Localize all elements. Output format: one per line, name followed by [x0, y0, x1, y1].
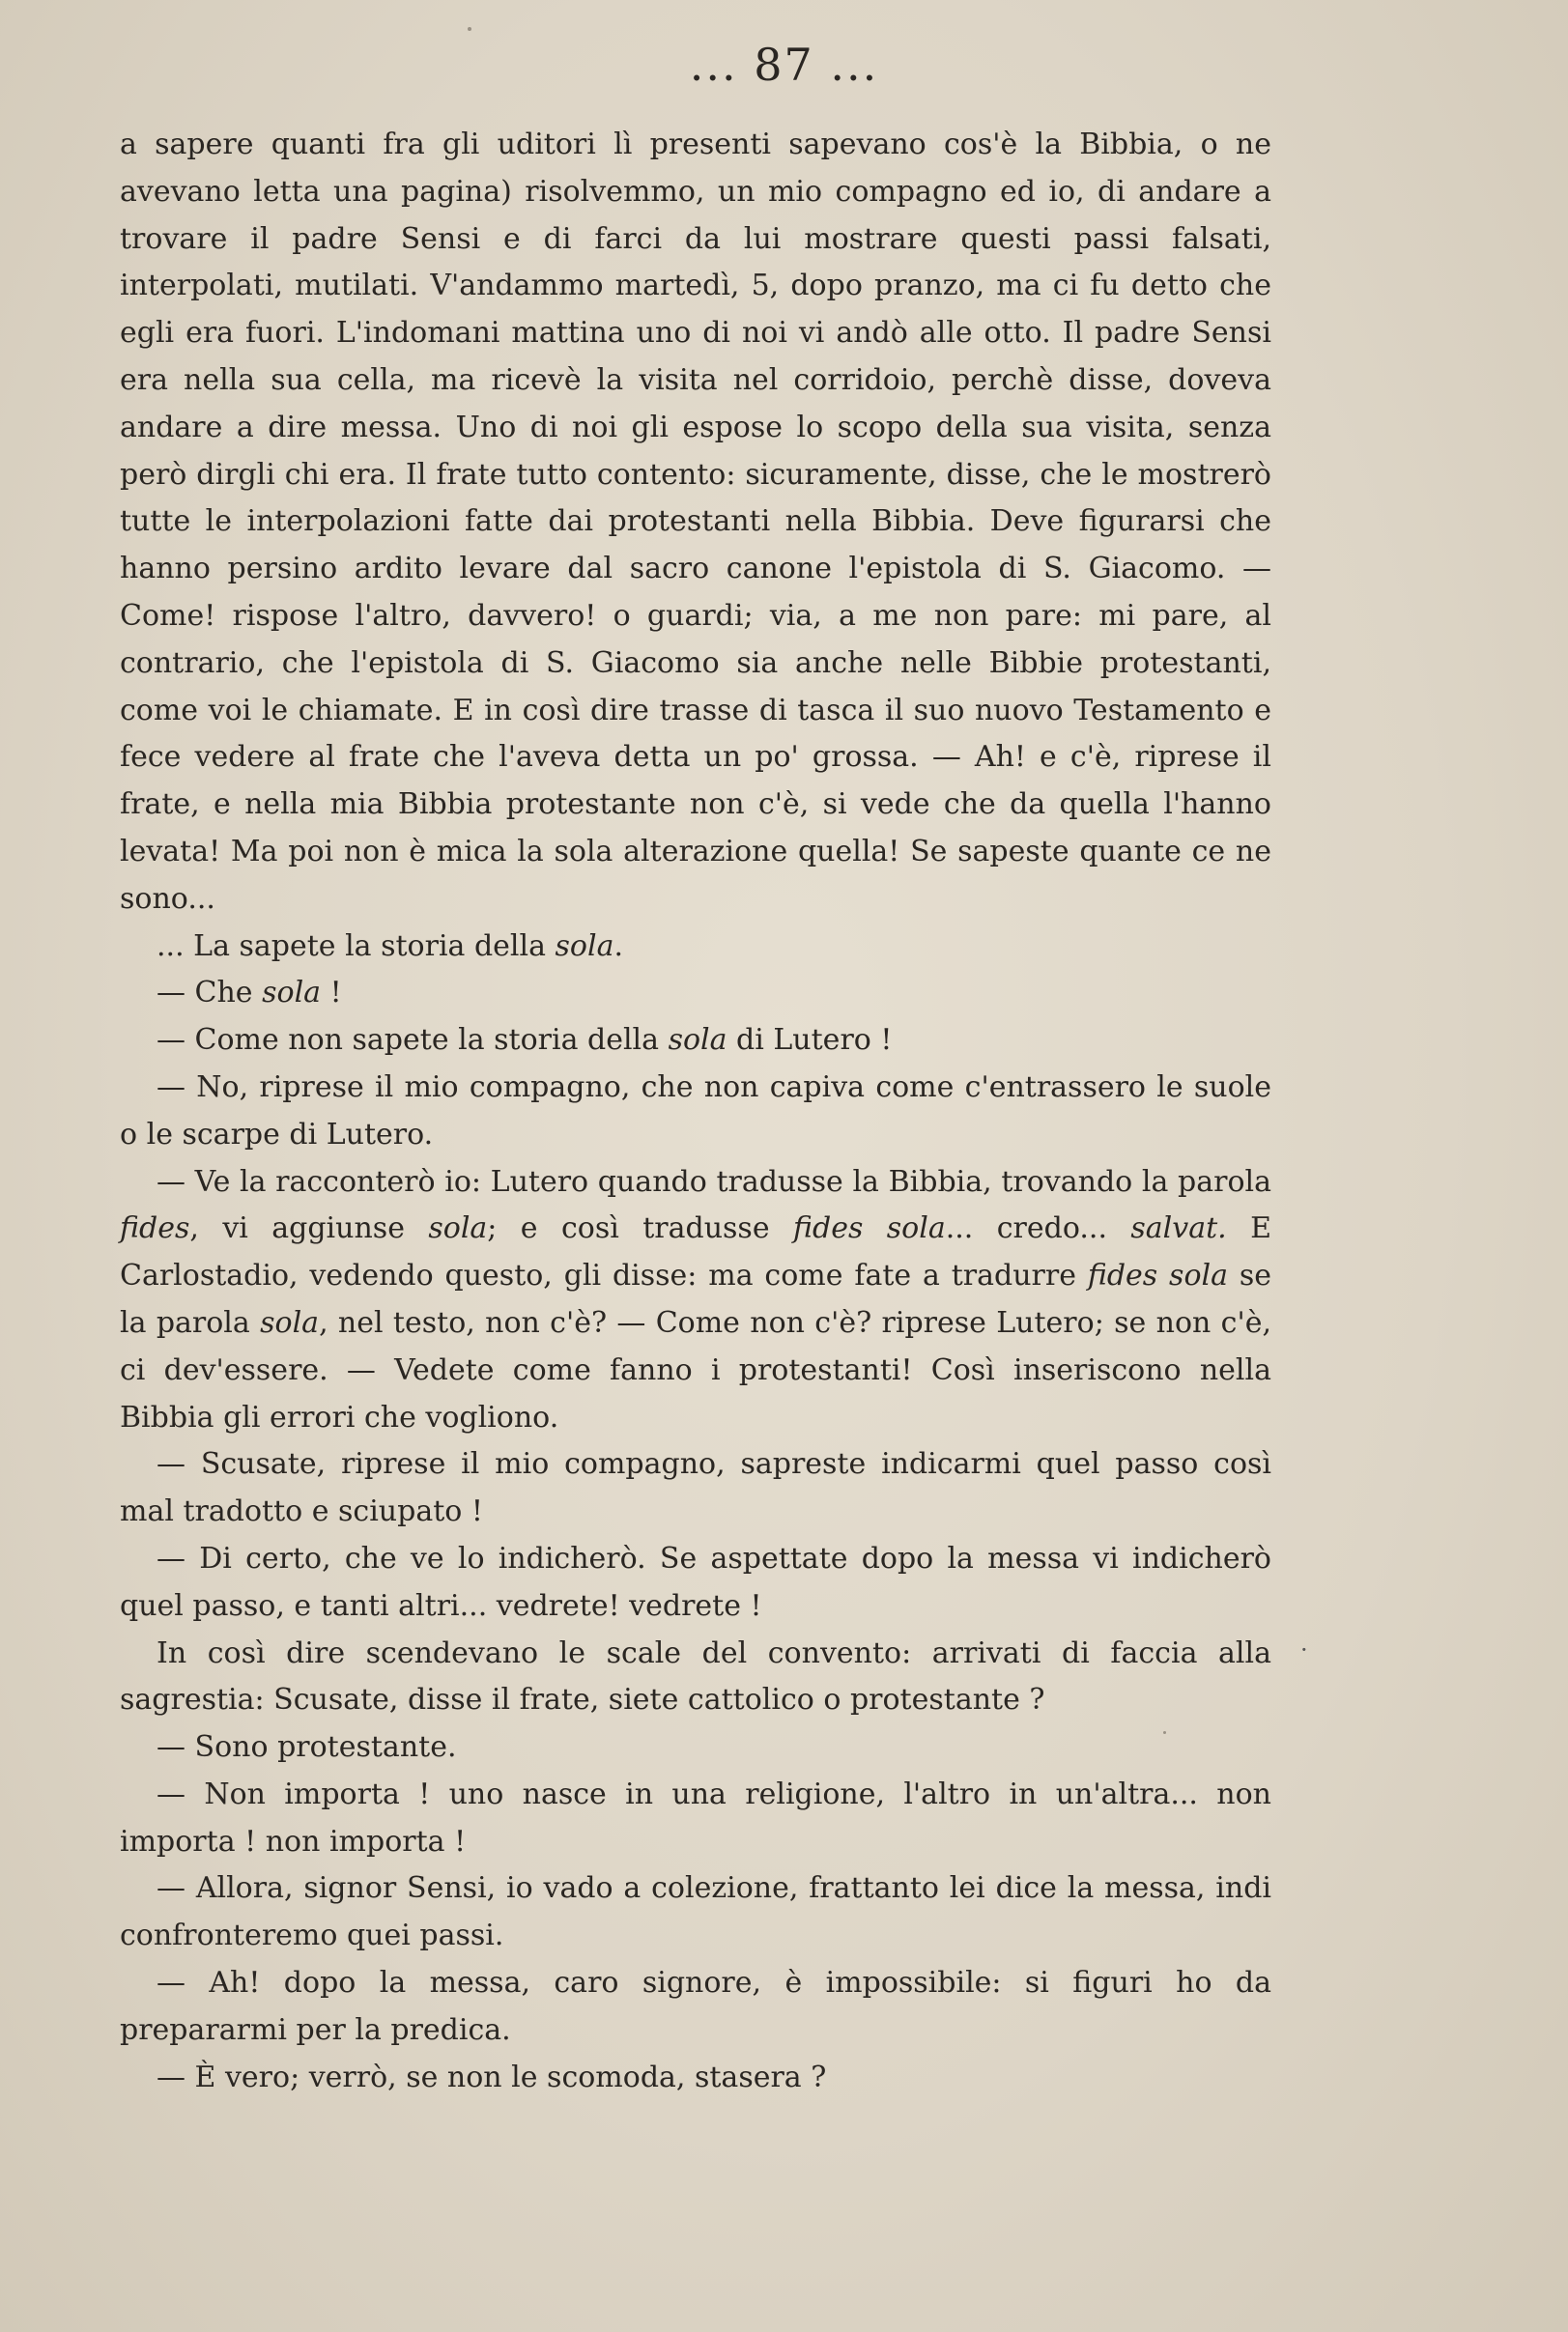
text-run: — No, riprese il mio compagno, che non capiva come c'entrassero le suole o le scarpe di Lutero. [120, 1069, 1271, 1152]
paragraph-p12 [120, 1865, 1271, 1960]
paragraph-p1 [120, 122, 1271, 924]
italic-text: fides [120, 1211, 190, 1246]
italic-text: sola [555, 928, 614, 963]
text-run: ! [321, 976, 342, 1010]
paragraph-p14 [120, 2055, 1271, 2102]
italic-text: sola [260, 1305, 320, 1340]
text-run: ; e così tradusse [487, 1211, 793, 1246]
text-run: — Come non sapete la storia della [157, 1023, 669, 1058]
text-run: , nel testo, non c'è? — Come non c'è? riprese Lutero; se non c'è, ci dev'essere. — Vedete come fanno i protestanti! Così inseriscono nella Bibbia gli errori che vogliono. [120, 1305, 1271, 1435]
paper-speck [1163, 1731, 1166, 1734]
paragraph-p11 [120, 1772, 1271, 1866]
text-run: — Scusate, riprese il mio compagno, sapreste indicarmi quel passo così mal tradotto e sciupato ! [120, 1447, 1271, 1529]
text-run: — È vero; verrò, se non le scomoda, stasera ? [157, 2060, 827, 2094]
italic-text: salvat. [1130, 1211, 1227, 1246]
text-run: se la parola [120, 1259, 1271, 1340]
page-body-text [120, 122, 1271, 2101]
text-run: — Ve la racconterò io: Lutero quando tradusse la Bibbia, trovando la parola [157, 1164, 1271, 1199]
paragraph-p5 [120, 1065, 1271, 1159]
paragraph-p3 [120, 970, 1271, 1017]
page-number: ... 87 ... [689, 39, 879, 91]
italic-text: sola [668, 1023, 727, 1058]
text-run: — Sono protestante. [157, 1730, 457, 1765]
paper-speck [468, 27, 471, 31]
text-run: — Che [157, 976, 263, 1010]
italic-text: fides sola [1087, 1259, 1228, 1294]
text-run: . [613, 928, 624, 963]
text-run: a sapere quanti fra gli uditori lì presenti sapevano cos'è la Bibbia, o ne avevano letta una pagina) risolvemmo, un mio compagno ed io, di andare a trovare il padre Sensi e di farci da lui mostrare questi passi falsati, interpolati, mutilati. V'andammo martedì, 5, dopo pranzo, ma ci fu detto che egli era fuori. L'indomani mattina uno di noi vi andò alle otto. Il padre Sensi era nella sua cella, ma ricevè la visita nel corridoio, perchè disse, doveva andare a dire messa. Uno di noi gli espose lo scopo della sua visita, senza però dirgli chi era. Il frate tutto contento: sicuramente, disse, che le mostrerò tutte le interpolazioni fatte dai protestanti nella Bibbia. Deve figurarsi che hanno persino ardito levare dal sacro canone l'epistola di S. Giacomo. — Come! rispose l'altro, davvero! o guardi; via, a me non pare: mi pare, al contrario, che l'epistola di S. Giacomo sia anche nelle Bibbie protestanti, come voi le chiamate. E in così dire trasse di tasca il suo nuovo Testamento e fece vedere al frate che l'aveva detta un po' grossa. — Ah! e c'è, riprese il frate, e nella mia Bibbia protestante non c'è, si vede che da quella l'hanno levata! Ma poi non è mica la sola alterazione quella! Se sapeste quante ce ne sono... [120, 128, 1271, 916]
italic-text: fides sola [793, 1211, 946, 1246]
italic-text: sola [262, 976, 322, 1010]
text-run: di Lutero ! [727, 1023, 893, 1058]
margin-mark: · [1300, 1636, 1308, 1664]
text-run: — Ah! dopo la messa, caro signore, è impossibile: si figuri ho da prepararmi per la predica. [120, 1966, 1271, 2047]
text-run: — Allora, signor Sensi, io vado a colezione, frattanto lei dice la messa, indi confronteremo quei passi. [120, 1871, 1271, 1953]
paragraph-p8 [120, 1536, 1271, 1631]
text-run: ... La sapete la storia della [157, 928, 556, 963]
text-run: — Di certo, che ve lo indicherò. Se aspettate dopo la messa vi indicherò quel passo, e tanti altri... vedrete! vedrete ! [120, 1541, 1271, 1623]
paragraph-p10 [120, 1724, 1271, 1772]
paragraph-p13 [120, 1960, 1271, 2055]
paragraph-p2 [120, 924, 1271, 971]
paragraph-p7 [120, 1441, 1271, 1536]
italic-text: sola [428, 1211, 488, 1246]
text-run: In così dire scendevano le scale del convento: arrivati di faccia alla sagrestia: Scusate, disse il frate, siete cattolico o protestante ? [120, 1635, 1271, 1718]
text-run: ... credo... [945, 1211, 1131, 1246]
paragraph-p9 [120, 1631, 1271, 1725]
text-run: — Non importa ! uno nasce in una religione, l'altro in un'altra... non importa ! non importa ! [120, 1777, 1271, 1859]
text-run: , vi aggiunse [189, 1211, 429, 1246]
paragraph-p4 [120, 1017, 1271, 1065]
text-run: E Carlostadio, vedendo questo, gli disse: ma come fate a tradurre [120, 1211, 1272, 1294]
paragraph-p6 [120, 1159, 1271, 1442]
